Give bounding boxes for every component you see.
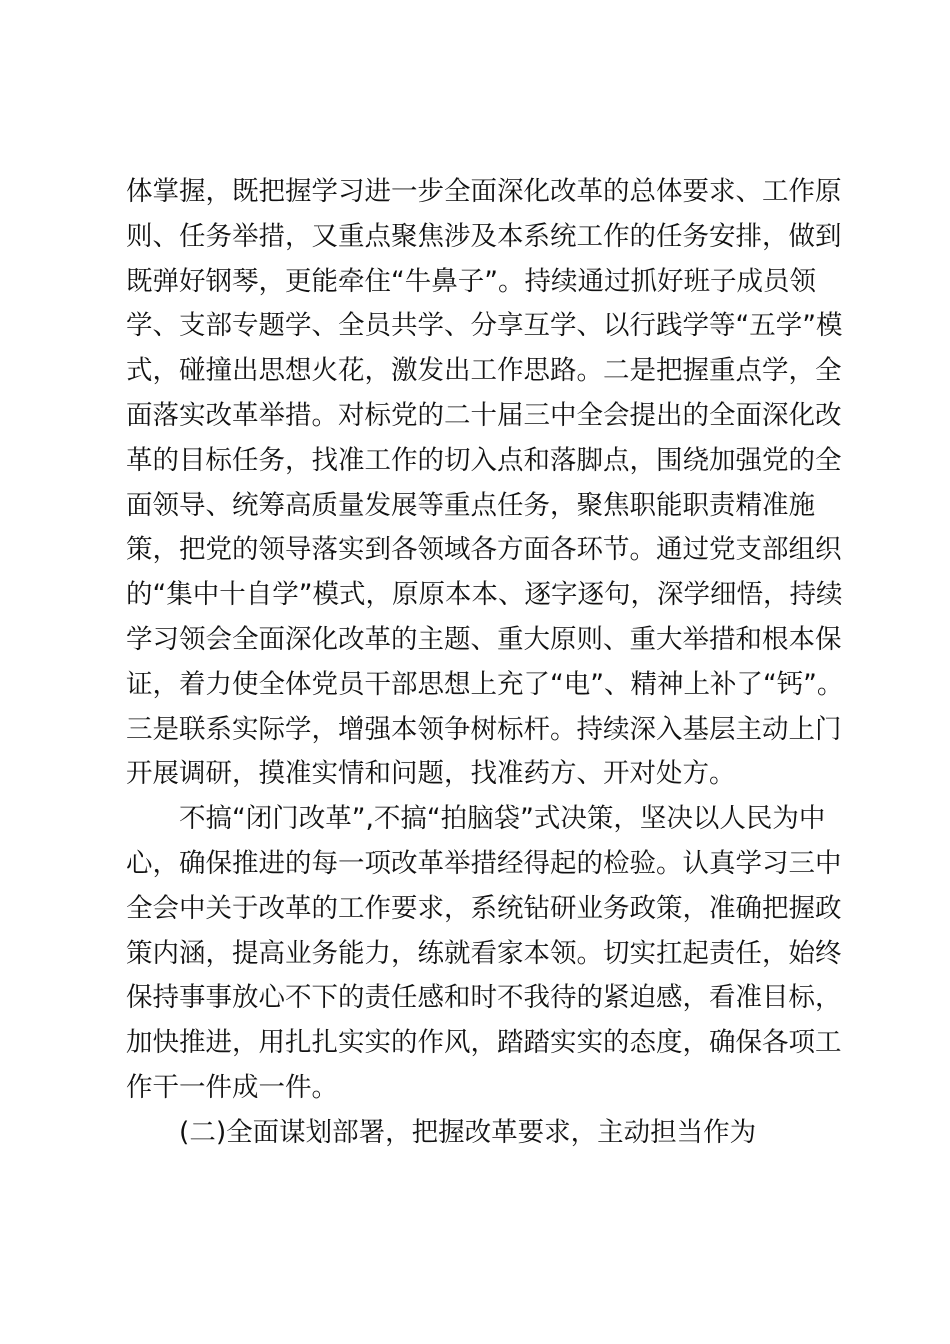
section-heading-block [126, 1111, 826, 1156]
paragraph-line: 学习领会全面深化改革的主题、重大原则、重大举措和根本保 [126, 623, 842, 655]
paragraph-line: 加快推进，用扎扎实实的作风，踏踏实实的态度，确保各项工 [126, 1027, 842, 1059]
paragraph-line: 面领导、统筹高质量发展等重点任务，聚焦职能职责精准施 [126, 489, 815, 521]
paragraph-1 [126, 170, 844, 797]
paragraph-line: 体掌握，既把握学习进一步全面深化改革的总体要求、工作原 [126, 176, 842, 207]
paragraph-line: 保持事事放心不下的责任感和时不我待的紧迫感，看准目标， [126, 982, 842, 1014]
paragraph-line: 证，着力使全体党员干部思想上充了“电”、精神上补了“钙”。 [126, 668, 844, 700]
paragraph-line: 三是联系实际学，增强本领争树标杆。持续深入基层主动上门 [126, 713, 842, 745]
paragraph-line: 的“集中十自学”模式，原原本本、逐字逐句，深学细悟，持续 [126, 579, 843, 611]
paragraph-line: 既弹好钢琴，更能牵住“牛鼻子”。持续通过抓好班子成员领 [126, 265, 816, 297]
paragraph-line: 学、支部专题学、全员共学、分享互学、以行践学等“五学”模 [126, 310, 843, 342]
section-heading: (二)全面谋划部署，把握改革要求，主动担当作为 [179, 1116, 757, 1148]
paragraph-line: 全会中关于改革的工作要求，系统钻研业务政策，准确把握政 [126, 892, 842, 924]
paragraph-line: 策内涵，提高业务能力，练就看家本领。切实扛起责任，始终 [126, 937, 842, 969]
paragraph-2 [126, 797, 842, 1111]
paragraph-line: 则、任务举措，又重点聚焦涉及本系统工作的任务安排，做到 [126, 220, 842, 252]
paragraph-line: 面落实改革举措。对标党的二十届三中全会提出的全面深化改 [126, 399, 842, 431]
body-text [126, 170, 844, 1156]
paragraph-line: 式，碰撞出思想火花，激发出工作思路。二是把握重点学，全 [126, 355, 842, 387]
paragraph-line: 开展调研，摸准实情和问题，找准药方、开对处方。 [126, 758, 736, 790]
paragraph-line: 作干一件成一件。 [126, 1071, 338, 1103]
paragraph-line: 策，把党的领导落实到各领域各方面各环节。通过党支部组织 [126, 534, 842, 566]
paragraph-line: 革的目标任务，找准工作的切入点和落脚点，围绕加强党的全 [126, 444, 842, 476]
paragraph-line: 不搞“闭门改革”,不搞“拍脑袋”式决策，坚决以人民为中 [179, 803, 826, 835]
paragraph-line: 心，确保推进的每一项改革举措经得起的检验。认真学习三中 [126, 847, 842, 879]
